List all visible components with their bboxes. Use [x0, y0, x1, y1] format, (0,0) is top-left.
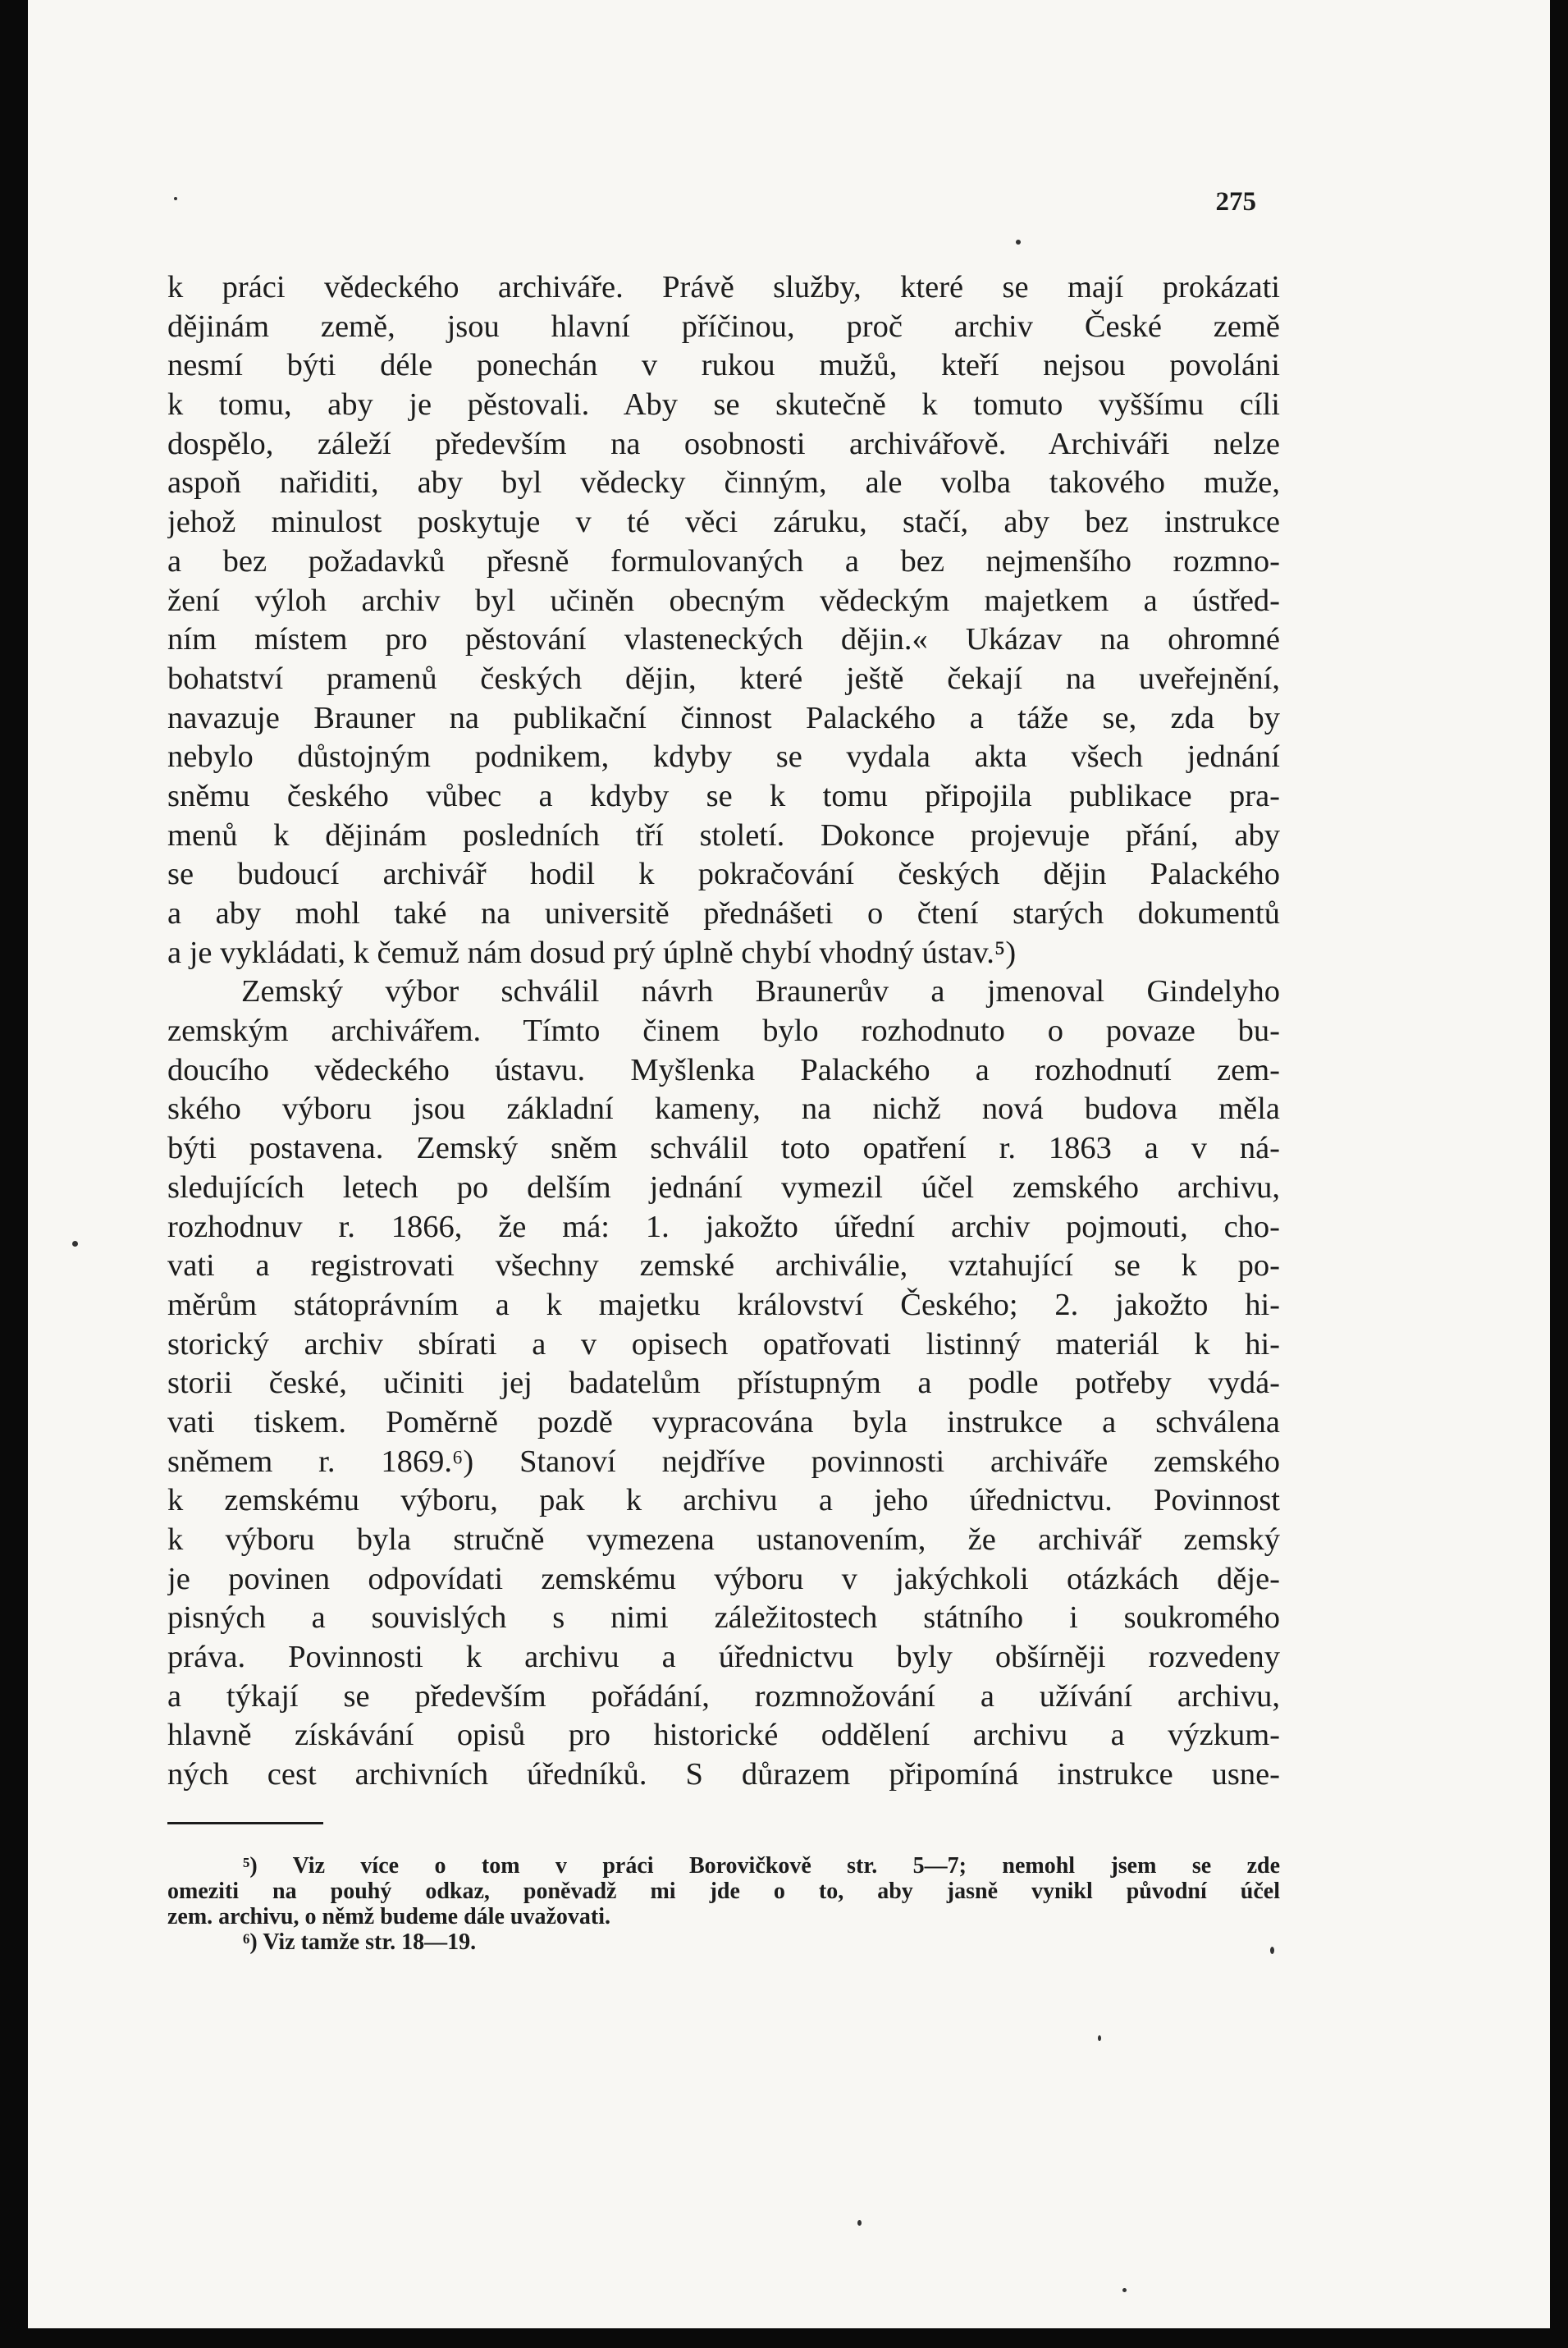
text-line: hlavně získávání opisů pro historické oddělení archivu a výzkum-	[167, 1718, 1280, 1753]
text-line: zemským archivářem. Tímto činem bylo rozhodnuto o povaze bu-	[167, 1014, 1280, 1049]
text-line: ského výboru jsou základní kameny, na nichž nová budova měla	[167, 1092, 1280, 1127]
footnotes	[167, 1853, 1280, 1955]
text-line: rozhodnuv r. 1866, že má: 1. jakožto úřední archiv pojmouti, cho-	[167, 1209, 1280, 1244]
footnote-divider	[167, 1822, 323, 1824]
footnote-5-continued: zem. archivu, o němž budeme dále uvažovati.	[167, 1904, 610, 1929]
text-line: menů k dějinám posledních tří století. Dokonce projevuje přání, aby	[167, 817, 1280, 853]
text-line: nesmí býti déle ponechán v rukou mužů, kteří nejsou povoláni	[167, 348, 1280, 383]
text-line: a aby mohl také na universitě přednášeti o čtení starých dokumentů	[167, 896, 1280, 931]
text-line: se budoucí archivář hodil k pokračování českých dějin Palackého	[167, 857, 1280, 892]
text-line: bohatství pramenů českých dějin, které ještě čekají na uveřejnění,	[167, 661, 1280, 696]
text-line: měrům státoprávním a k majetku království Českého; 2. jakožto hi-	[167, 1287, 1280, 1322]
text-line: a týkají se především pořádání, rozmnožování a užívání archivu,	[167, 1678, 1280, 1714]
text-line: aspoň nařiditi, aby byl vědecky činným, ale volba takového muže,	[167, 465, 1280, 501]
text-line: ním místem pro pěstování vlasteneckých dějin.« Ukázav na ohromné	[167, 622, 1280, 657]
text-line: býti postavena. Zemský sněm schválil toto opatření r. 1863 a v ná-	[167, 1131, 1280, 1166]
scan-border-right	[1550, 0, 1568, 2348]
text-line: nebylo důstojným podnikem, kdyby se vydala akta všech jednání	[167, 739, 1280, 775]
scan-border-bottom	[0, 2328, 1568, 2348]
text-line: dospělo, záleží především na osobnosti archivářově. Archiváři nelze	[167, 426, 1280, 461]
text-line: a je vykládati, k čemuž nám dosud prý úplně chybí vhodný ústav.⁵)	[167, 935, 1017, 970]
text-line: a bez požadavků přesně formulovaných a bez nejmenšího rozmno-	[167, 543, 1280, 579]
scan-speck	[174, 197, 177, 200]
text-line: vati a registrovati všechny zemské archiválie, vztahující se k po-	[167, 1248, 1280, 1284]
main-text	[167, 268, 1280, 1795]
text-line: práva. Povinnosti k archivu a úřednictvu byly obšírněji rozvedeny	[167, 1640, 1280, 1675]
text-line: je povinen odpovídati zemskému výboru v jakýchkoli otázkách děje-	[167, 1561, 1280, 1596]
scan-speck	[1098, 2035, 1101, 2041]
text-line: sněmu českého vůbec a kdyby se k tomu připojila publikace pra-	[167, 778, 1280, 813]
text-line: sledujících letech po delším jednání vymezil účel zemského archivu,	[167, 1169, 1280, 1205]
text-line: vati tiskem. Poměrně pozdě vypracována byla instrukce a schválena	[167, 1404, 1280, 1439]
text-line: k tomu, aby je pěstovali. Aby se skutečně k tomuto vyššímu cíli	[167, 387, 1280, 423]
scan-speck	[1016, 240, 1021, 245]
footnote-6: ⁶) Viz tamže str. 18—19.	[243, 1929, 477, 1955]
text-line: navazuje Brauner na publikační činnost Palackého a táže se, zda by	[167, 700, 1280, 735]
text-line: doucího vědeckého ústavu. Myšlenka Palackého a rozhodnutí zem-	[167, 1052, 1280, 1087]
text-line: dějinám země, jsou hlavní příčinou, proč archiv České země	[167, 309, 1280, 344]
footnote-5-continued: omeziti na pouhý odkaz, poněvadž mi jde o to, aby jasně vynikl původní účel	[167, 1879, 1280, 1904]
text-line: k zemskému výboru, pak k archivu a jeho úřednictvu. Povinnost	[167, 1483, 1280, 1518]
scan-speck	[1270, 1947, 1274, 1954]
text-line: Zemský výbor schválil návrh Braunerův a jmenoval Gindelyho	[241, 974, 1280, 1009]
text-line: k práci vědeckého archiváře. Právě služby, které se mají prokázati	[167, 270, 1280, 304]
scan-speck	[857, 2220, 862, 2226]
scan-border-left	[0, 0, 28, 2348]
text-line: storický archiv sbírati a v opisech opatřovati listinný materiál k hi-	[167, 1326, 1280, 1362]
scan-speck	[1122, 2288, 1127, 2292]
page-number: 275	[1215, 187, 1256, 217]
text-line: žení výloh archiv byl učiněn obecným vědeckým majetkem a ústřed-	[167, 583, 1280, 618]
text-line: storii české, učiniti jej badatelům přístupným a podle potřeby vydá-	[167, 1366, 1280, 1401]
text-line: jehož minulost poskytuje v té věci záruku, stačí, aby bez instrukce	[167, 505, 1280, 540]
text-line: k výboru byla stručně vymezena ustanovením, že archivář zemský	[167, 1522, 1280, 1557]
text-line: ných cest archivních úředníků. S důrazem připomíná instrukce usne-	[167, 1757, 1280, 1792]
footnote-5: ⁵) Viz více o tom v práci Borovičkově str. 5—7; nemohl jsem se zde	[243, 1853, 1280, 1879]
text-line: pisných a souvislých s nimi záležitostech státního i soukromého	[167, 1600, 1280, 1636]
scan-speck	[72, 1241, 78, 1247]
text-line: sněmem r. 1869.⁶) Stanoví nejdříve povinnosti archiváře zemského	[167, 1444, 1280, 1479]
